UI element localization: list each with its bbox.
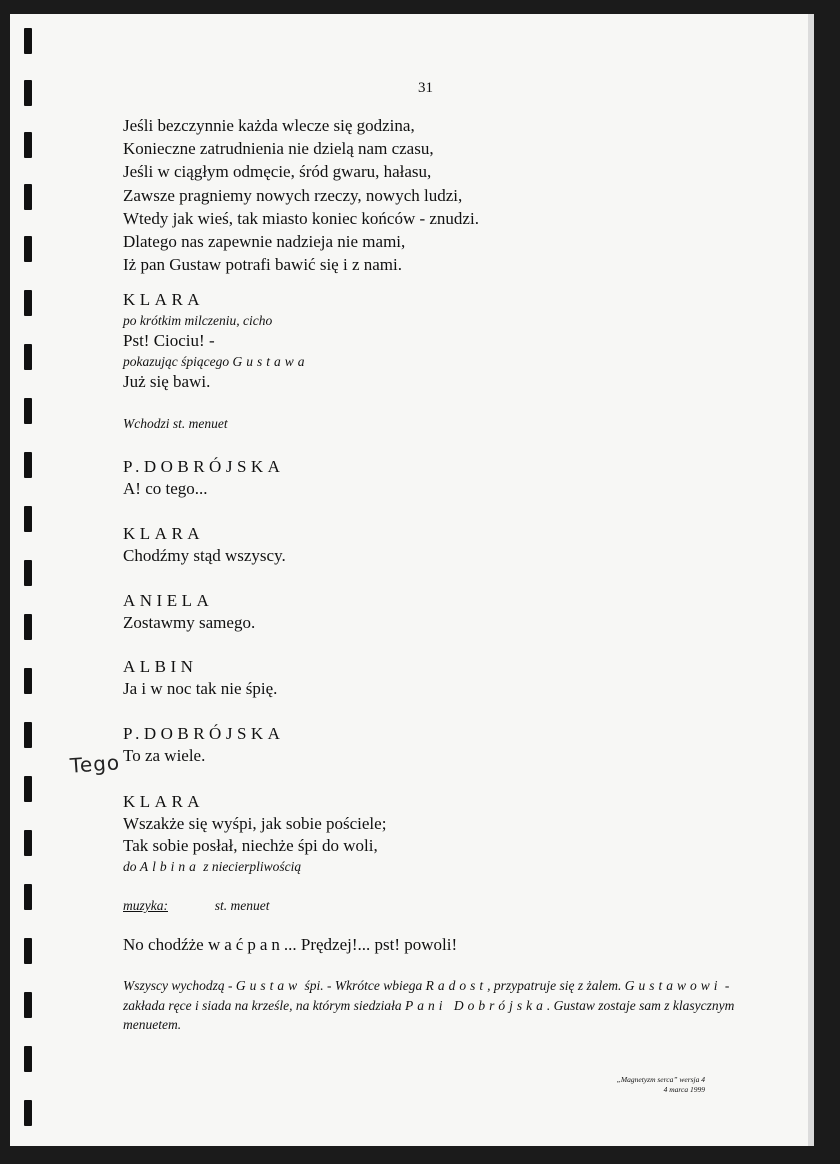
dialogue-klara-3 <box>123 791 386 876</box>
binding-hole <box>24 830 32 856</box>
verse-line: Jeśli w ciągłym odmęcie, śród gwaru, hałasu, <box>123 162 432 182</box>
binding-hole <box>24 776 32 802</box>
direction-text: . Gustaw zostaje sam z klasycznym menuetem. <box>123 997 735 1032</box>
speaker-name: ANIELA <box>123 591 214 610</box>
binding-holes <box>24 14 36 1146</box>
binding-hole <box>24 80 32 106</box>
speaker-name: P.DOBRÓJSKA <box>123 724 285 743</box>
binding-hole <box>24 938 32 964</box>
character-name: Pani Dobrójska <box>404 997 547 1013</box>
character-name: Albina <box>139 859 200 874</box>
binding-hole <box>24 884 32 910</box>
music-value: st. menuet <box>214 898 270 913</box>
dialogue-line: Wszakże się wyśpi, jak sobie pościele; <box>123 814 387 833</box>
binding-hole <box>24 398 32 424</box>
character-name: Radost <box>425 978 488 993</box>
binding-hole <box>24 560 32 586</box>
final-dialogue-line <box>123 934 457 956</box>
verse-line: Dlatego nas zapewnie nadzieja nie mami, <box>123 232 406 252</box>
dialogue-line: Chodźmy stąd wszyscy. <box>123 546 286 565</box>
binding-hole <box>24 452 32 478</box>
speaker-name: KLARA <box>123 792 205 811</box>
speaker-name: ALBIN <box>123 657 198 676</box>
binding-hole <box>24 614 32 640</box>
entry-direction: Wchodzi st. menuet <box>123 416 228 431</box>
verse-block <box>123 114 479 276</box>
verse-line: Iż pan Gustaw potrafi bawić się i z nami. <box>123 255 402 275</box>
speaker-name: KLARA <box>123 524 205 543</box>
stage-direction <box>123 857 386 876</box>
dialogue-klara-1 <box>123 289 309 393</box>
stage-direction <box>123 352 309 371</box>
stage-text: z niecierpliwością <box>199 859 302 874</box>
page-number: 31 <box>418 80 433 96</box>
spaced-word: waćpan <box>207 935 284 954</box>
music-cue <box>123 896 269 915</box>
binding-hole <box>24 1100 32 1126</box>
verse-line: Zawsze pragniemy nowych rzeczy, nowych ludzi, <box>123 185 463 205</box>
binding-hole <box>24 290 32 316</box>
direction-text: , przypatruje się z żalem. <box>487 978 625 993</box>
stage-direction: po krótkim milczeniu, cicho <box>123 313 273 328</box>
binding-hole <box>24 184 32 210</box>
binding-hole <box>24 992 32 1018</box>
binding-hole <box>24 132 32 158</box>
binding-hole <box>24 1046 32 1072</box>
direction-text: Wszyscy wychodzą - <box>123 978 236 993</box>
dialogue-dobrojska-1 <box>123 456 284 500</box>
dialogue-klara-2 <box>123 523 286 567</box>
binding-hole <box>24 668 32 694</box>
dialogue-aniela <box>123 590 255 634</box>
dialogue-dobrojska-2 <box>123 723 284 767</box>
binding-hole <box>24 28 32 54</box>
dialogue-line: Ja i w noc tak nie śpię. <box>123 679 278 698</box>
footer-date: 4 marca 1999 <box>663 1085 705 1094</box>
verse-line: Konieczne zatrudnienia nie dzielą nam czasu, <box>123 139 434 159</box>
direction-text: - zakłada ręce i siada na krześle, na którym siedziała <box>123 978 730 1013</box>
line-text: ... Prędzej!... pst! powoli! <box>283 935 458 954</box>
footer-title: „Magnetyzm serca” wersja 4 <box>616 1075 705 1084</box>
line-text: No chodźże <box>123 935 208 954</box>
music-label: muzyka: <box>123 898 168 913</box>
binding-hole <box>24 722 32 748</box>
dialogue-line: Już się bawi. <box>123 372 211 391</box>
footer-version-note <box>617 1075 705 1095</box>
character-name: Gustaw <box>235 978 302 993</box>
page-edge-shadow <box>808 14 814 1146</box>
binding-hole <box>24 344 32 370</box>
speaker-name: P.DOBRÓJSKA <box>123 457 285 476</box>
binding-hole <box>24 506 32 532</box>
direction-text: śpi. - Wkrótce wbiega <box>301 978 426 993</box>
verse-line: Wtedy jak wieś, tak miasto koniec końców - znudzi. <box>123 208 479 228</box>
dialogue-albin <box>123 656 277 700</box>
verse-line: Jeśli bezczynnie każda wlecze się godzina, <box>123 116 415 135</box>
dialogue-line: A! co tego... <box>123 479 208 498</box>
binding-hole <box>24 236 32 262</box>
dialogue-line: To za wiele. <box>123 746 206 765</box>
closing-stage-direction <box>123 976 763 1035</box>
character-name: Gustawowi <box>624 978 722 993</box>
handwritten-note: Tego <box>69 750 121 778</box>
stage-text: pokazując śpiącego <box>123 354 233 369</box>
dialogue-line: Pst! Ciociu! - <box>123 331 215 350</box>
dialogue-line: Zostawmy samego. <box>123 613 256 632</box>
character-name: Gustawa <box>232 354 309 369</box>
dialogue-line: Tak sobie posłał, niechże śpi do woli, <box>123 836 378 855</box>
document-page <box>10 14 810 1146</box>
stage-text: do <box>123 859 140 874</box>
speaker-name: KLARA <box>123 290 205 309</box>
